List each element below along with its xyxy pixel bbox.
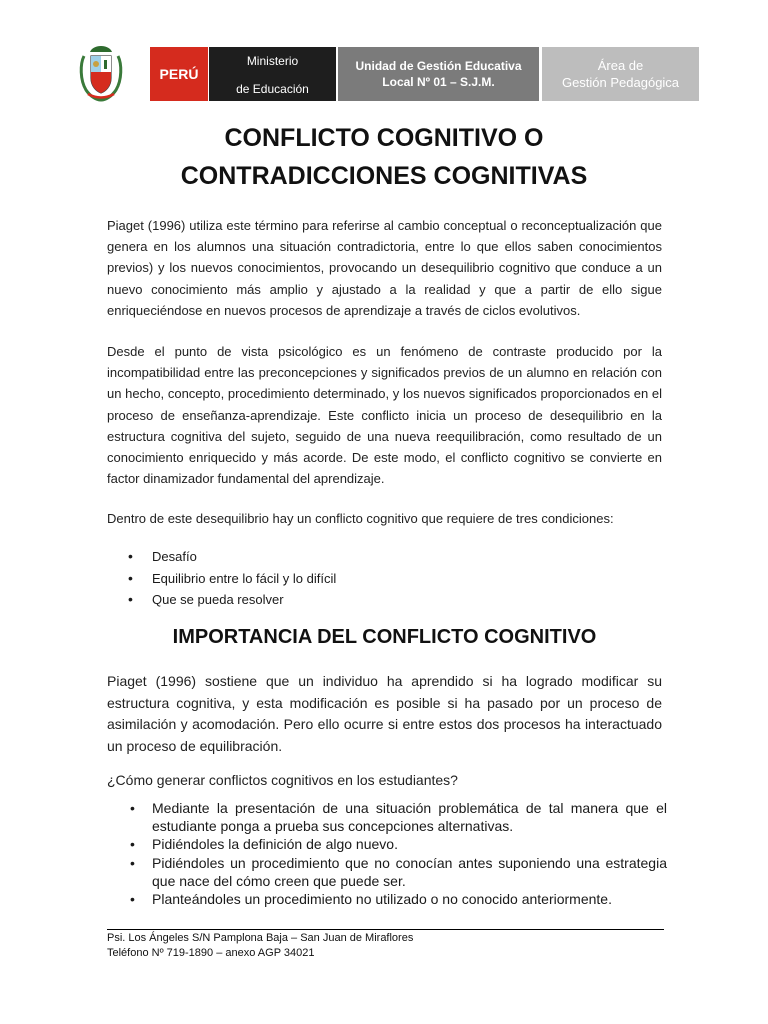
list-item: • Pidiéndoles la definición de algo nuevo.	[107, 835, 667, 853]
footer-phone: Teléfono Nº 719-1890 – anexo AGP 34021	[107, 947, 315, 959]
list-item: • Planteándoles un procedimiento no utilizado o no conocido anteriormente.	[107, 890, 667, 908]
ministry-line-1: Ministerio	[246, 54, 299, 68]
peru-text: PERÚ	[159, 66, 199, 82]
methods-list	[107, 799, 667, 908]
ugel-label	[338, 47, 539, 101]
footer-address: Psi. Los Ángeles S/N Pamplona Baja – San Juan de Miraflores	[107, 932, 414, 944]
footer-divider	[107, 929, 664, 930]
conditions-list	[107, 546, 667, 611]
letterhead	[0, 0, 768, 110]
list-item: • Que se pueda resolver	[107, 589, 667, 611]
ministry-line-2: de Educación	[236, 82, 309, 96]
paragraph-definition: Piaget (1996) utiliza este término para referirse al cambio conceptual o reconceptualización que genera en los alumnos una situación contradictoria, entre lo que ellos saben conocimientos previos) y los nuevos conocimientos, provocando un desequilibrio cognitivo que conduce a un nuevo conocimiento más amplio y ajustado a la realidad y que a partir de ello sigue enriqueciéndose en nuevos procesos de aprendizaje a través de ciclos evolutivos.	[107, 218, 662, 318]
paragraph-psychological: Desde el punto de vista psicológico es un fenómeno de contraste producido por la incompatibilidad entre las preconcepciones y significados previos de un alumno en relación con un hecho, concepto, procedimiento determinado, y los nuevos significados proporcionados en el proceso de enseñanza-aprendizaje. Este conflicto inicia un proceso de desequilibrio en la estructura cognitiva del sujeto, seguido de una nueva reequilibración, como resultado de un conocimiento enriquecido y más acorde. De este modo, el conflicto cognitivo se convierte en factor dinamizador fundamental del aprendizaje.	[107, 344, 662, 487]
peru-label	[150, 47, 208, 101]
ugel-line-2: Local Nº 01 – S.J.M.	[382, 75, 495, 89]
coat-of-arms-icon	[78, 44, 124, 102]
list-item: • Mediante la presentación de una situación problemática de tal manera que el estudiante ponga a prueba sus concepciones alternativas.	[107, 799, 667, 835]
ministry-label	[209, 47, 336, 101]
paragraph-importance: Piaget (1996) sostiene que un individuo ha aprendido si ha logrado modificar su estructura cognitiva, y esta modificación es posible si ha pasado por un proceso de asimilación y acomodación. Pero ello ocurre si entre estos dos procesos ha interactuado un proceso de equilibración.	[107, 673, 662, 754]
list-item: • Pidiéndoles un procedimiento que no conocían antes suponiendo una estrategia que nace del cómo creen que puede ser.	[107, 854, 667, 890]
list-item: • Desafío	[107, 546, 667, 568]
ugel-line-1: Unidad de Gestión Educativa	[355, 59, 522, 73]
area-line-1: Área de	[597, 58, 644, 73]
list-item: • Equilibrio entre lo fácil y lo difícil	[107, 568, 667, 590]
document-title	[60, 119, 708, 195]
question-text: ¿Cómo generar conflictos cognitivos en los estudiantes?	[107, 772, 458, 788]
area-line-2: Gestión Pedagógica	[561, 75, 680, 90]
title-line-1: CONFLICTO COGNITIVO O	[224, 124, 544, 152]
title-line-2: CONTRADICCIONES COGNITIVAS	[180, 162, 588, 190]
footer	[107, 931, 413, 961]
paragraph-conditions-intro: Dentro de este desequilibrio hay un conflicto cognitivo que requiere de tres condiciones:	[107, 511, 614, 526]
section-heading: IMPORTANCIA DEL CONFLICTO COGNITIVO	[172, 626, 597, 648]
area-label	[542, 47, 699, 101]
